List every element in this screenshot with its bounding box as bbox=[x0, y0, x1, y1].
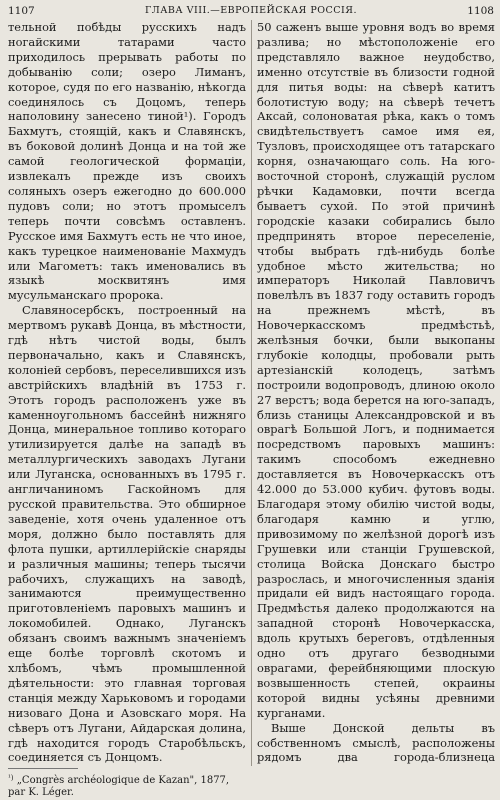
footnote bbox=[8, 772, 246, 799]
paragraph: тельной побѣды русскихъ надъ ногайскими татарами часто приходилось прерывать работы по добыванію соли; озеро Лиманъ, которое, судя по его названію, нѣкогда соединялось съ Доцомъ, теперь наполовину занесено тиной¹). Городъ Бахмутъ, стоящій, какъ и Славянскъ, въ боковой долинѣ Донца и на той же самой геологической формаціи, извлекалъ прежде изъ своихъ соляныхъ озеръ ежегодно до 600.000 пудовъ соли; но этотъ промыселъ теперь почти совсѣмъ оставленъ. Русское имя Бахмутъ есть не что иное, какъ турецкое наименованіе Махмудъ или Магометъ: такъ именовались въ языкѣ москвитянъ имя мусульманскаго пророка. bbox=[8, 20, 246, 303]
right-column bbox=[257, 20, 495, 766]
footnote-rule bbox=[8, 768, 78, 769]
page-number-right: 1108 bbox=[467, 5, 494, 17]
column-divider bbox=[251, 20, 252, 766]
page-number-left: 1107 bbox=[8, 5, 35, 17]
footnote-text: „Congrès archéologique de Kazan", 1877, par K. Léger. bbox=[8, 775, 230, 798]
paragraph: 50 саженъ выше уровня водъ во время разлива; но мѣстоположеніе его представляло важное неудобство, именно отсутствіе въ близости годной для питья воды: на сѣверѣ катитъ болотистую воду; на сѣверѣ течетъ Аксай, солоноватая рѣка, какъ о томъ свидѣтельствуетъ самое имя ея, Тузловъ, происходящее отъ татарскаго корня, означающаго соль. На юго-восточной сторонѣ, служащій руслом рѣчки Кадамовки, почти всегда бываетъ сухой. По этой причинѣ городскіе казаки собирались было предпринять второе переселеніе, чтобы выбрать гдѣ-нибудь болѣе удобное мѣсто жительства; но императоръ Николай Павловичъ повелѣлъ въ 1837 году оставить городъ на прежнемъ мѣстѣ, въ Новочеркасскомъ предмѣстьѣ, желѣзныя бочки, были выкопаны глубокіе колодцы, пробовали рыть артезіанскій колодецъ, затѣмъ построили водопроводъ, длиною около 27 верстъ; вода берется на юго-западъ, близь станицы Александровской и въ оврагѣ Большой Логъ, и поднимается посредствомъ паровыхъ машинъ: такимъ способомъ ежедневно доставляется въ Новочеркасскъ отъ 42.000 до 53.000 кубич. футовъ воды. Благодаря этому обилію чистой воды, благодаря камню и углю, привозимому по желѣзной дорогѣ изъ Грушевки или станціи Грушевской, столица Войска Донскаго быстро разрослась, и многочисленныя зданія придали ей видъ настоящаго города. Предмѣстья далеко продолжаются на западной сторонѣ Новочеркасска, вдоль крутыхъ береговъ, отдѣленныя одно отъ другаго безводными оврагами, ферейбняющими плоскую возвышенность степей, окраины которой видны усѣяны древними курганами. bbox=[257, 20, 495, 720]
paragraph: Славяносербскъ, построенный на мертвомъ рукавѣ Донца, въ мѣстности, гдѣ нѣтъ чистой воды, былъ первоначально, какъ и Славянскъ, колоніей сербовъ, переселившихся изъ австрійскихъ владѣній въ 1753 г. Этотъ городъ расположенъ уже въ каменноугольномъ бассейнѣ нижняго Донца, минеральное топливо котораго утилизируется далѣе на западѣ въ металлургическихъ заводахъ Лугани или Луганска, основанныхъ въ 1795 г. англичаниномъ Гаскойномъ для русской правительства. Это обширное заведеніе, хотя очень удаленное отъ моря, должно было поставлять для флота пушки, артиллерійскіе снаряды и различныя машины; теперь тысячи рабочихъ, служащихъ на заводѣ, занимаются преимущественно приготовленіемъ паровыхъ машинъ и локомобилей. Однако, Луганскъ обязанъ своимъ важнымъ значеніемъ еще болѣе торговлѣ скотомъ и хлѣбомъ, чѣмъ промышленной дѣятельности: это главная торговая станція между Харьковомъ и городами низоваго Дона и Азовскаго моря. На сѣверъ отъ Лугани, Айдарская долина, гдѣ находится городъ Старобѣльскъ, соединяется съ Донцомъ. bbox=[8, 303, 246, 765]
paragraph: Выше Донской дельты въ собственномъ смыслѣ, расположены рядомъ два города-близнеца bbox=[257, 720, 495, 765]
footnote-marker: ¹) bbox=[8, 774, 14, 782]
paragraph bbox=[8, 765, 246, 766]
running-title: ГЛАВА VIII.—ЕВРОПЕЙСКАЯ РОССІЯ. bbox=[144, 5, 358, 16]
left-column bbox=[8, 20, 246, 766]
page-header bbox=[8, 4, 494, 18]
